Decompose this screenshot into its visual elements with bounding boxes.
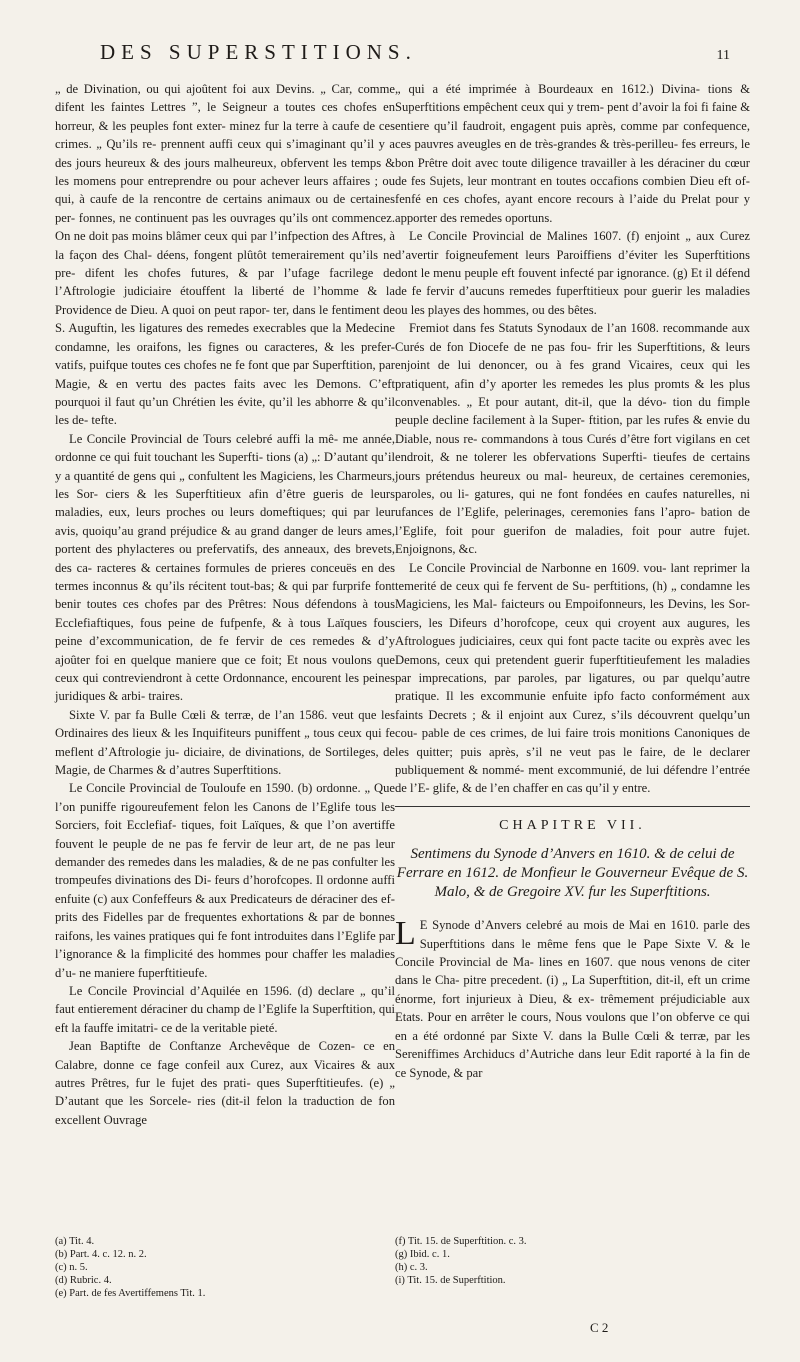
chapter-text: E Synode d’Anvers celebré au mois de Mai en 1610. parle des Superftitions dans le même fens que le Pape Sixte V. & le Concile Provincial de Ma- lines en 1607. que nous venons de citer dans le Cha- pitre precedent. (i) „ La Superftition, dit-il, eft un crime énorme, fort injurieux à Dieu, & ex- trêmement préjudiciable aux Etats. Pour en arrêter le cours, Nous voulons que l’on obferve ce qui en a été ordonné par Sixte V. dans la Bulle Cœli & terræ, par les Sereniffimes Archiducs d’Autriche dans leur Edit raporté à la fin de ce Synode, & par: [395, 918, 750, 1080]
right-paragraph-2: Le Concile Provincial de Malines 1607. (f) enjoint „ aux Curez d’avertir foigneufement leurs Paroiffiens d’éviter les Superftitions dont le menu peuple eft fouvent infecté par ignorance. (g) Et il défend de fe fervir d’aucuns remedes fuperftitieux pour guerir les maladies ou les playes des hommes, ou des bêtes.: [395, 229, 750, 317]
footnote: (i) Tit. 15. de Superftition.: [395, 1275, 506, 1286]
chapter-paragraph: [395, 916, 750, 1082]
left-column: [55, 80, 395, 1129]
chapter-rule: [395, 806, 750, 807]
left-paragraph-1: „ de Divination, ou qui ajoûtent foi aux Devins. „ Car, comme difent les faintes Lettres ”, le Seigneur a toutes ces chofes en horreur, & les peuples font exter- minez fur la terre à caufe de ces crimes. „ Qu’ils re- prennent auffi ceux qui s’imaginant qu’il y a des jours heureux & des jours malheureux, obfervent les temps & les momens pour entreprendre ou pour achever leurs affaires ; ou qui, à caufe de la rencontre de certains animaux ou de certaines per- fonnes, ne continuent pas les ouvrages qu’ils ont commencez. On ne doit pas moins blâmer ceux qui par l’infpection des Aftres, à la façon des Chal- déens, fongent plûtôt temerairement qu’ils ne pre- difent les chofes futures, & par l’ufage facrilege de l’Aftrologie judiciaire étouffent la liberté de l’homme & la Providence de Dieu. A quoi on peut rapor- ter, dans le fentiment de S. Auguftin, les ligatures des remedes execrables que la Medecine condamne, les oraifons, les fignes ou caracteres, & les prefer- vatifs, puifque toutes ces chofes ne fe font que par Superftition, par Magie, & en vertu des pactes faits avec les Demons. C’eft pourquoi il faut qu’un Chrétien les évite, qu’il les abhorre & qu’il les de- tefte.: [55, 82, 395, 428]
drop-cap: L: [395, 915, 416, 953]
footnote: (f) Tit. 15. de Superftition. c. 3.: [395, 1236, 527, 1247]
footnotes-right: [395, 1235, 735, 1287]
left-paragraph-6: Jean Baptifte de Conftanze Archevêque de Cozen- ce en Calabre, donne ce fage confeil aux Curez, aux Vicaires & aux autres Prêtres, fur le fujet des prati- ques Superftitieufes. (e) „ D’autant que les Sorcele- ries (dit-il felon la traduction de fon excellent Ouvrage: [55, 1039, 395, 1127]
running-head: DES SUPERSTITIONS.: [100, 40, 417, 64]
page-number: 11: [716, 48, 730, 63]
left-paragraph-4: Le Concile Provincial de Touloufe en 1590. (b) ordonne. „ Que l’on puniffe rigoureufement felon les Canons de l’Eglife tous les Sorciers, foit Ecclefiaf- tiques, foit Laïques, & que l’on avertiffe fouvent le peuple de ne pas fe fervir de leur art, de ne pas leur demander des remedes dans les maladies, & de ne pas confulter les trompeufes divinations des Di- feurs d’horofcopes. Il ordonne auffi enfuite (c) aux Confeffeurs & aux Predicateurs de déraciner des ef- prits des Fidelles par de frequentes exhortations & par de bonnes raifons, les vaines pratiques qui fe font introduites dans l’Eglife par l’ignorance & la fimplicité des hommes pour chaffer les maladies d’u- ne maniere fuperftitieufe.: [55, 781, 395, 980]
footnotes-left: [55, 1235, 395, 1300]
footnote: (c) n. 5.: [55, 1262, 88, 1273]
right-paragraph-1: „ qui a été imprimée à Bourdeaux en 1612.) Divina- tions & Superftitions empêchent ceux qui y trem- pent d’avoir la foi fi faine & entiere qu’il faudroit, engagent puis après, comme par confequence, ces pauvres aveugles en de très-grandes & très-perilleu- fes erreurs, le bon Prêtre doit avec toute diligence travailler à les déraciner du cœur de fes Sujets, leur montrant en toutes occafions combien Dieu eft of- fenfé en ces chofes, ayant encore recours à l’aide du Prelat pour y apporter des remedes oportuns.: [395, 82, 750, 225]
right-column: [395, 80, 750, 1082]
chapter-heading: CHAPITRE VII.: [499, 817, 646, 833]
left-paragraph-2: Le Concile Provincial de Tours celebré auffi la mê- me année, ordonne ce qui fuit touchant les Superfti- tions (a) „: D’autant qu’il y a quantité de gens qui „ confultent les Magiciens, les Charmeurs, les Sor- ciers & les Superftitieux afin d’être gueris de leurs maladies, eux, leurs proches ou leurs domeftiques; qui par leur avis, quoiqu’au grand préjudice & au grand danger de leurs ames, portent des phylacteres ou prefervatifs, des anneaux, des brevets, des ca- racteres & certaines formules de prieres conceuës en des termes inconnus & qu’ils récitent tout-bas; & qui par furprife font benir toutes ces chofes par des Prêtres: Nous défendons à tous Ecclefiaftiques, fous peine de fufpenfe, & à tous Laïques fous peine d’excommunication, de fe fervir de ces remedes & d’y ajoûter foi en quelque maniere que ce foit; Et nous voulons que ceux qui contreviendront à cette Ordonnance, encourent les peines juridiques & arbi- traires.: [55, 431, 395, 704]
left-paragraph-3: Sixte V. par fa Bulle Cœli & terræ, de l’an 1586. veut que les Ordinaires des lieux & les Inquifiteurs puniffent „ tous ceux qui fe meflent d’Aftrologie ju- diciaire, de divinations, de Sortileges, de Magie, de Charmes & d’autres Superftitions.: [55, 707, 395, 778]
right-paragraph-3: Fremiot dans fes Statuts Synodaux de l’an 1608. recommande aux Curés de fon Diocefe de ne pas fou- frir les Superftitions, & leurs enjoint de lui denoncer, ou à fes grand Vicaires, ceux qui les pratiquent, afin d’y aporter les remedes les plus promts & les plus convenables. „ Et pour autant, dit-il, que la dévo- tion du fimple peuple decline facilement à la Super- ftition, par les rufes & envie du Diable, nous re- commandons à tous Curés d’être fort vigilans en cet endroit, & ne tolerer les obfervations Superfti- tieufes de certains jours prétendus heureux ou mal- heureux, de certaines ceremonies, paroles, ou li- gatures, qui ne font fondées en caufes naturelles, ni ufances de l’Eglife, pelerinages, ceremonies fans l’apro- bation de l’Eglife, foit pour guerifon de maladies, foit pour autre fujet. Enjoignons, &c.: [395, 321, 750, 557]
footnote: (a) Tit. 4.: [55, 1236, 95, 1247]
signature-mark: C 2: [590, 1320, 609, 1335]
footnote: (b) Part. 4. c. 12. n. 2.: [55, 1249, 147, 1260]
footnote: (h) c. 3.: [395, 1262, 428, 1273]
left-paragraph-5: Le Concile Provincial d’Aquilée en 1596. (d) declare „ qu’il faut entierement déraciner du champ de l’Eglife la Superftition, qui eft la fauffe imitatri- ce de la veritable pieté.: [55, 983, 395, 1035]
chapter-subtitle: Sentimens du Synode d’Anvers en 1610. & de celui de Ferrare en 1612. de Monfieur le Gouverneur Evêque de S. Malo, & de Gregoire XV. fur les Superftitions.: [396, 846, 749, 901]
footnote: (e) Part. de fes Avertiffemens Tit. 1.: [55, 1288, 206, 1299]
footnote: (g) Ibid. c. 1.: [395, 1249, 450, 1260]
right-paragraph-4: Le Concile Provincial de Narbonne en 1609. vou- lant reprimer la temerité de ceux qui fe fervent de Su- perftitions, (h) „ condamne les Magiciens, les Mal- faicteurs ou Empoifonneurs, les Devins, les Sor- ciers, les Difeurs d’horofcope, ceux qui croyent aux augures, les Aftrologues judiciaires, ceux qui font pacte tacite ou exprès avec les Demons, ceux qui pretendent guerir fuperftitieufement les maladies par imprecations, par paroles, par ligatures, ou par quelqu’autre pratique. Il les excommunie enfuite ipfo facto conformément aux faints Decrets ; & il enjoint aux Curez, s’ils découvrent quelqu’un cou- pable de ces crimes, de lui faire trois monitions Canoniques de les quitter; puis après, s’il ne veut pas le faire, de le declarer publiquement & nommé- ment excommunié, de lui défendre l’entrée de l’E- glife, & de l’en chaffer en cas qu’il y entre.: [395, 560, 750, 796]
footnote: (d) Rubric. 4.: [55, 1275, 112, 1286]
